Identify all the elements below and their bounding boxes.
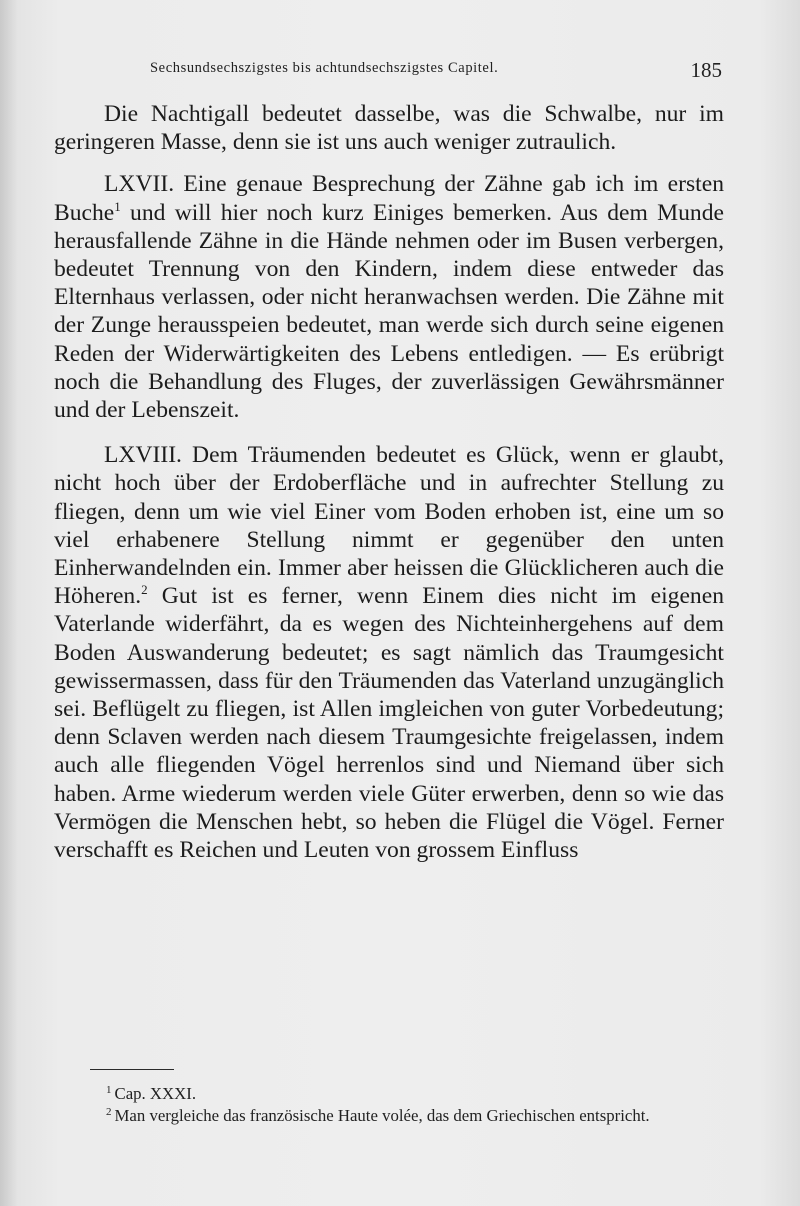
paragraph-text: LXVII. Eine genaue Besprechung der Zähne gab ich im ersten Buche bbox=[54, 171, 724, 226]
footnote-reference[interactable]: 2 bbox=[141, 582, 148, 598]
paragraph-text: Die Nachtigall bedeutet dasselbe, was die Schwalbe, nur im geringeren Masse, denn sie ist uns auch weniger zutraulich. bbox=[54, 101, 724, 156]
paragraph-text: und will hier noch kurz Einiges bemerken. Aus dem Munde herausfallende Zähne in die Hände nehmen oder im Busen verbergen, bedeutet Trennung von den Kindern, indem diese entweder das Elternhaus verlassen, oder nicht heranwachsen werden. Die Zähne mit der Zunge herausspeien bedeutet, man werde sich durch seine eigenen Reden der Widerwärtigkeiten des Lebens entledigen. — Es erübrigt noch die Behandlung des Fluges, der zuverlässigen Gewährsmänner und der Lebenszeit. bbox=[54, 199, 724, 424]
footnote-number: 1 bbox=[106, 1084, 112, 1096]
footnote-number: 2 bbox=[106, 1106, 112, 1118]
running-title: Sechsundsechszigstes bis achtundsechszigstes Capitel. bbox=[150, 60, 499, 76]
page-number: 185 bbox=[690, 58, 722, 82]
footnote-divider bbox=[90, 1069, 174, 1070]
footnote-text: Man vergleiche das französische Haute volée, das dem Griechischen entspricht. bbox=[114, 1106, 650, 1125]
footnote bbox=[62, 1106, 726, 1128]
paragraph-text: LXVIII. Dem Träumenden bedeutet es Glück, wenn er glaubt, nicht hoch über der Erdoberfläche und in aufrechter Stellung zu fliegen, denn um wie viel Einer vom Boden erhoben ist, eine um so viel erhabenere Stellung nimmt er gegenüber den unten Einherwandelnden ein. Immer aber heissen die Glücklicheren auch die Höheren. bbox=[54, 442, 724, 610]
running-head bbox=[150, 58, 730, 84]
footnote bbox=[62, 1084, 726, 1106]
paragraph-lxviii bbox=[54, 441, 724, 864]
paragraph-lxvii bbox=[54, 170, 724, 424]
paragraph-nightingale bbox=[54, 100, 724, 156]
paragraph-text: Gut ist es ferner, wenn Einem dies nicht im eigenen Vaterlande widerfährt, da es wegen des Nichteinhergehens auf dem Boden Auswanderung bedeutet; es sagt nämlich das Traumgesicht gewissermassen, dass für den Träumenden das Vaterland unzugänglich sei. Beflügelt zu fliegen, ist Allen imgleichen von guter Vorbedeutung; denn Sclaven werden nach diesem Traumgesichte freigelassen, indem auch alle fliegenden Vögel herrenlos sind und Niemand über sich haben. Arme wiederum werden viele Güter erwerben, denn so wie das Vermögen die Menschen hebt, so heben die Flügel die Vögel. Ferner verschafft es Reichen und Leuten von grossem Einfluss bbox=[54, 583, 724, 864]
footnote-reference[interactable]: 1 bbox=[114, 198, 121, 214]
footnote-text: Cap. XXXI. bbox=[114, 1084, 197, 1103]
body-text bbox=[54, 100, 724, 864]
footnotes bbox=[62, 1084, 726, 1128]
